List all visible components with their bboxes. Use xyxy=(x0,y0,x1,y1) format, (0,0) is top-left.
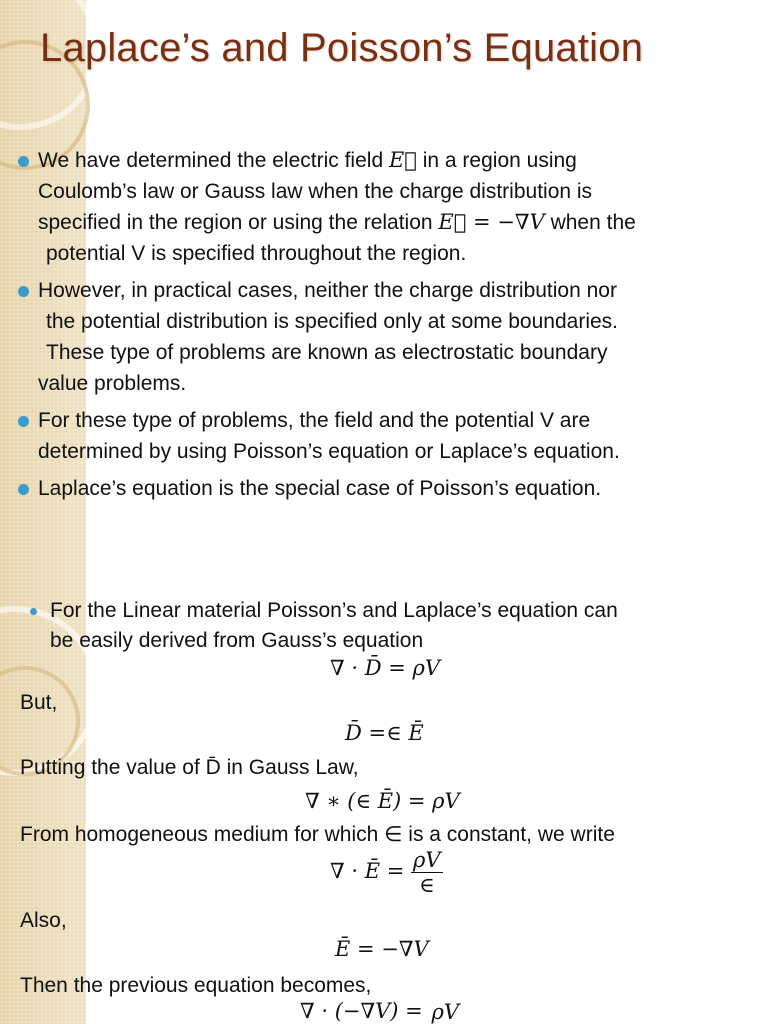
bullet-text: when the xyxy=(544,211,636,234)
equation-left: ∇ · Ē = xyxy=(330,859,405,883)
bullet-text: value problems. xyxy=(38,372,187,395)
bullet-text: determined by using Poisson’s equation or Laplace’s equation. xyxy=(38,440,620,463)
bullet-text: in a region using xyxy=(416,149,577,172)
equation-left: ∇ · (−∇V) = xyxy=(300,999,423,1023)
bullet-text: specified in the region or using the relation xyxy=(38,211,439,234)
bullet-text: be easily derived from Gauss’s equation xyxy=(50,629,424,652)
text-also: Also, xyxy=(20,909,67,932)
field-potential-equation: Ē = −∇V xyxy=(335,937,429,961)
slide-title: Laplace’s and Poisson’s Equation xyxy=(40,26,644,70)
math-equation: E⃗ = −∇V xyxy=(438,210,545,234)
text-then: Then the previous equation becomes, xyxy=(20,974,372,997)
bullet-text: For the Linear material Poisson’s and Laplace’s equation can xyxy=(50,599,618,622)
gauss-equation: ∇ · D̄ = ρV xyxy=(330,656,440,680)
fraction-denominator: ∈ xyxy=(418,873,435,897)
list-item xyxy=(18,145,758,269)
bullet-text: the potential distribution is specified only at some boundaries. xyxy=(46,310,619,333)
substituted-equation: ∇ ∗ (∈ Ē) = ρV xyxy=(305,789,460,813)
derivation-bullet xyxy=(30,596,750,656)
fraction-numerator: ρV xyxy=(412,848,441,872)
bullet-text: potential V is specified throughout the region. xyxy=(46,242,467,265)
math-symbol: E⃗ xyxy=(388,148,417,172)
divergence-equation xyxy=(330,848,443,897)
slide-derivation xyxy=(0,576,768,1024)
list-item xyxy=(18,405,758,467)
bullet-list xyxy=(18,145,758,510)
fraction-numerator: ρV xyxy=(431,1000,459,1024)
text-homogeneous: From homogeneous medium for which ∈ is a constant, we write xyxy=(20,823,615,846)
list-item xyxy=(18,473,758,504)
bullet-text: For these type of problems, the field and the potential V are xyxy=(38,409,591,432)
bullet-text: These type of problems are known as electrostatic boundary xyxy=(46,341,608,364)
text-putting: Putting the value of D̄ in Gauss Law, xyxy=(20,756,359,779)
list-item xyxy=(18,275,758,399)
text-but: But, xyxy=(20,691,58,714)
poisson-equation-partial xyxy=(300,999,461,1024)
bullet-text: However, in practical cases, neither the charge distribution nor xyxy=(38,279,617,302)
bullet-text: Laplace’s equation is the special case of Poisson’s equation. xyxy=(38,477,602,500)
fraction xyxy=(411,848,443,897)
bullet-text: We have determined the electric field xyxy=(38,149,389,172)
displacement-equation: D̄ =∈ Ē xyxy=(345,721,424,745)
fraction xyxy=(429,1000,461,1024)
bullet-text: Coulomb’s law or Gauss law when the charge distribution is xyxy=(38,180,593,203)
